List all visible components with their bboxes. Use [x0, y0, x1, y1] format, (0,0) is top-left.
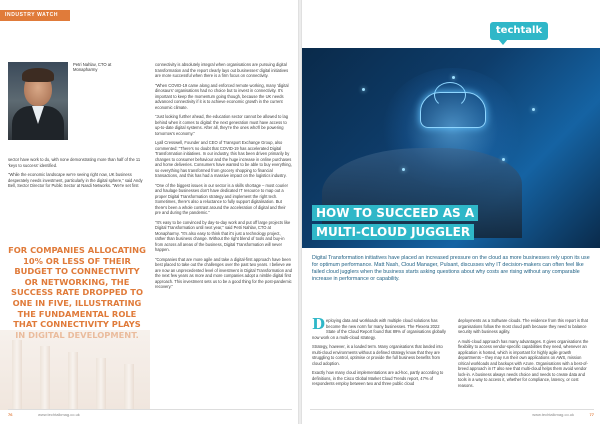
right-column-a-para — [312, 315, 446, 340]
network-node — [402, 168, 405, 171]
headline — [312, 204, 562, 242]
network-node — [532, 108, 535, 111]
left-page — [0, 0, 298, 424]
left-column-b-para: "One of the biggest issues in our sector is a skills shortage – most courier and haulage businesses don't have dedicated IT resource to map out a proper Digital Transformation strategy and implement the right tech. Sometimes, there's also a reluctance to fully support digitalisation. But there's been a whole contrast around the acceleration of digital and their pre and during the pandemic." — [155, 182, 288, 215]
right-column-a-para: Strategy, however, is a loaded term. Many organisations that landed into multi-cloud environments without a defined strategy know that they are struggling to control, optimise or provide the full business benefits from cloud adoption. — [312, 344, 443, 366]
left-column-a-para: sector have work to do, with none demonstrating more than half of the 11 'keys to success' identified. — [8, 157, 141, 168]
photo-caption: Petri Nahlav, CTO at Monapharmy — [73, 62, 112, 73]
cloud-icon — [420, 92, 486, 128]
column-shape — [68, 352, 78, 410]
right-column-a-text: eploying data and workloads with multiple cloud solutions has become the new norm for many businesses. The Flexera 2022 State of the Cloud Report found that 89% of organisations globally now work on a multi-cloud strategy. — [312, 318, 446, 340]
right-column-a — [312, 315, 446, 391]
headline-line-2: MULTI-CLOUD JUGGLER — [312, 224, 474, 240]
network-node — [502, 158, 505, 161]
columns-background — [0, 330, 150, 410]
left-footer — [8, 409, 292, 418]
left-column-b-para: "It's easy to be convinced by day-to-day work and put off large projects like Digital Transformation until next year," said Petri Nahlav, CTO at Monapharmy. "It's also easy to think that it's just a technology project, rather than business change. Without the right blend of tools and buy-in from across all areas of the business, Digital Transformation will never happen. — [155, 219, 291, 252]
left-column-b-para: "Just looking further ahead, the education sector cannot be allowed to lag behind when it comes to digital: the next generation must have access to up-to-date digital systems. After all, they're the ones who'll be powering tomorrow's economy." — [155, 114, 288, 136]
right-column-a-para: Exactly how many cloud implementations are ad-hoc, partly according to definitions, in the Cisco Global Market Cloud Trends report, 47% of respondents employ between two and three public cloud — [312, 370, 444, 386]
right-column-b-para: deployments as a Software clouds. The evidence from this report is that organisations follow the most cloud path because they need to balance security with business agility. — [458, 318, 588, 334]
column-shape — [96, 358, 106, 410]
network-node — [362, 88, 365, 91]
right-page — [302, 0, 600, 424]
section-tag: INDUSTRY WATCH — [0, 10, 70, 21]
column-shape — [40, 346, 50, 410]
drop-cap: D — [312, 315, 326, 333]
left-column-a-para: "While the economic landscape we're seeing right now, UK business desperately needs investment, particularly in the digital sphere," said Andy Bell, Sector Director for Public Sector at Nasdi Networks. "We're set first — [8, 172, 143, 188]
left-column-b-para: Lyall Cresswell, Founder and CEO of Transport Exchange Group, also commented: "There's no doubt that COVID-19 has accelerated Digital Transformation initiatives. In our industry, this has been driven primarily by changes to consumer behaviour and the huge increase in online purchases and home deliveries. Consumers have wanted to be able to buy everything, so everything has transformed from grocery shopping to financial transactions, and this has had a massive impact on the logistics industry. — [155, 140, 292, 178]
article-lede: Digital Transformation initiatives have placed an increased pressure on the cloud as more businesses rely upon its use for optimum performance. Matt Nash, Cloud Manager, Pulsant, discusses why IT decision-makers can often feel like failed cloud jugglers when the business starts asking questions about why costs are rising without any comparable increase in performance or capability. — [312, 255, 590, 282]
right-footer-site: www.techtalkmag.co.uk — [532, 412, 574, 417]
photo-hair — [22, 68, 54, 82]
network-node — [452, 76, 455, 79]
right-page-number: 77 — [589, 412, 594, 417]
left-column-b-para: connectivity is absolutely integral when organisations are pursuing digital transformation and the report clearly lays out businesses' digital initiatives are more successful when there is a firm focus on connectivity. — [155, 62, 289, 78]
left-column-a — [8, 157, 144, 193]
headline-line-1: HOW TO SUCCEED AS A — [312, 205, 478, 221]
right-column-b — [458, 318, 592, 392]
left-column-b-para: "When COVID-19 came along and enforced remote working, many 'digital dinosaurs' organisations had no choice but to invest in connectivity. It's important to keep the momentum going though, because the UK needs advanced connectivity if it is to achieve economic growth in the current economic climate. — [155, 82, 289, 110]
right-footer — [310, 409, 594, 418]
left-footer-site: www.techtalkmag.co.uk — [38, 412, 80, 417]
left-column-b-para: "Companies that are more agile and take a digital-first approach have been best placed to take out the challenges over the past two years. I believe we are now an unprecedented level of investment in Digital Transformation and the next few years as more and more companies adopt a nimble digital first approach. This investment sets us to be a good thing for the post-pandemic recovery." — [155, 256, 292, 289]
column-shape — [124, 364, 134, 410]
left-page-number: 76 — [8, 412, 13, 417]
right-column-b-para: A multi-cloud approach has many advantages. It gives organisations the flexibility to access vendor-specific capabilities they need, whenever an application is hosted, which is important for highly agile growth departments – they may run their own applications on AWS, mission critical workloads and backups with Azure. Organisations with a best-of-breed approach in IT also see that multi-cloud helps them avoid vendor lock-in. A business always needs choice and needs to create data and tools in a way to access it, whether for compliance, latency, or cost reasons. — [458, 338, 589, 388]
pull-quote: FOR COMPANIES ALLOCATING 10% OR LESS OF THEIR BUDGET TO CONNECTIVITY OR NETWORKING, THE SUCCESS RATE DROPPED TO ONE IN FIVE, ILLUSTRATING THE FUNDAMENTAL ROLE THAT CONNECTIVITY PLAYS — [8, 245, 146, 330]
author-photo — [8, 62, 68, 140]
left-column-b — [155, 62, 292, 294]
techtalk-logo: techtalk — [490, 22, 548, 40]
column-shape — [12, 340, 22, 410]
